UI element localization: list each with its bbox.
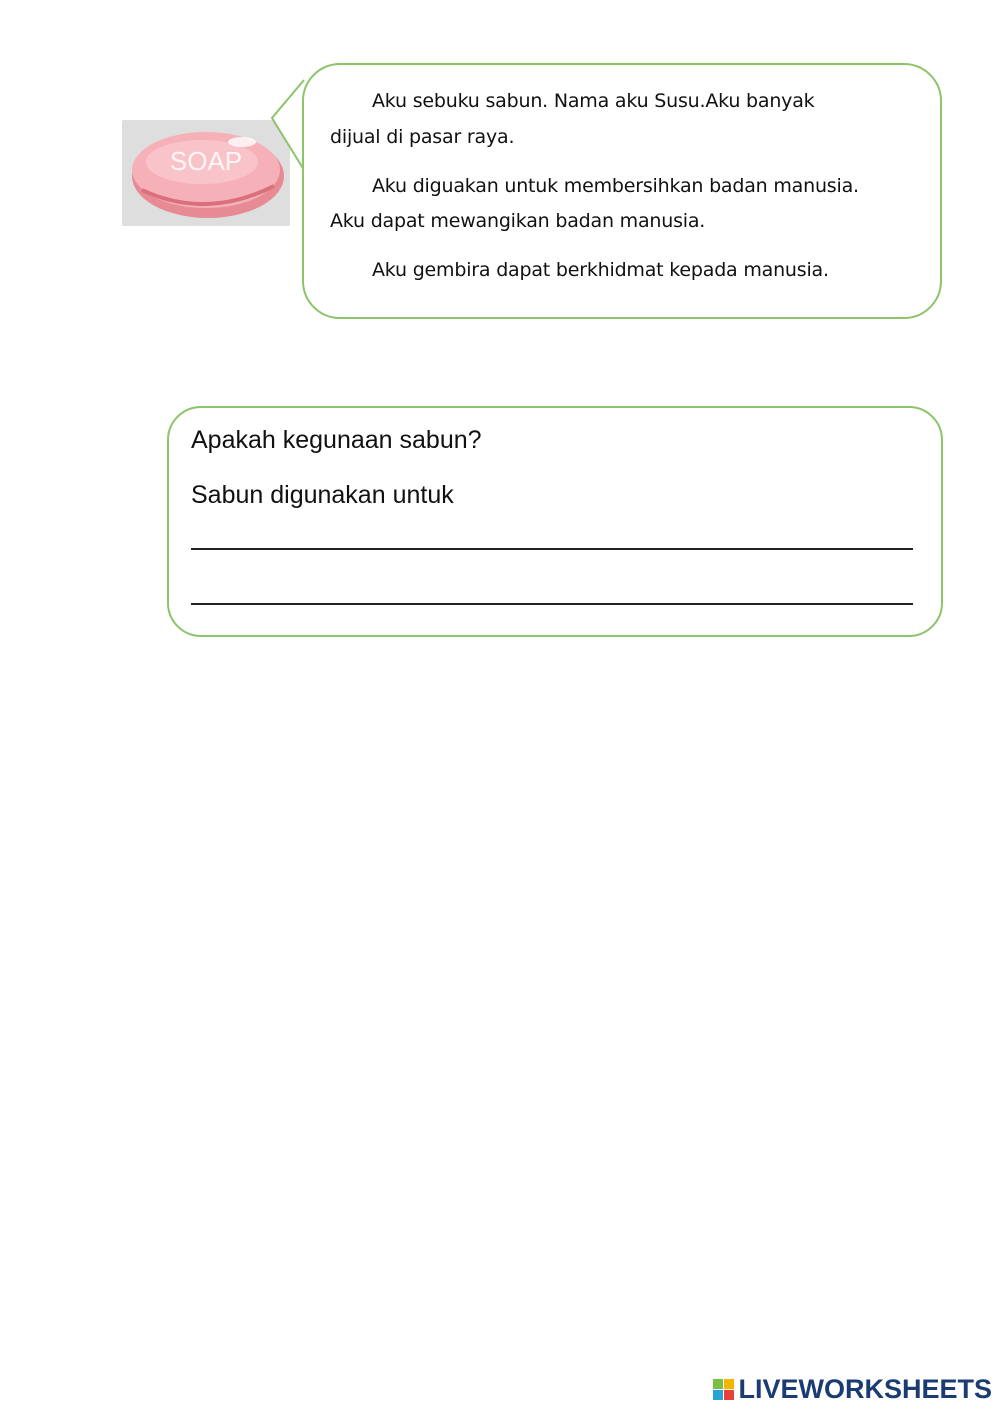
brand-name: LIVEWORKSHEETS (738, 1374, 992, 1404)
bubble-line-5: Aku gembira dapat berkhidmat kepada manusia. (372, 259, 829, 281)
answer-line-1[interactable] (191, 548, 913, 550)
bubble-line-1: Aku sebuku sabun. Nama aku Susu.Aku banyak (372, 90, 815, 112)
bubble-line-4: Aku dapat mewangikan badan manusia. (330, 210, 706, 232)
answer-starter: Sabun digunakan untuk (191, 481, 454, 509)
soap-image (122, 120, 290, 226)
answer-line-2[interactable] (191, 603, 913, 605)
liveworksheets-logo-icon (713, 1379, 734, 1400)
bubble-line-2: dijual di pasar raya. (330, 126, 515, 148)
speech-bubble (302, 63, 942, 319)
footer-logo (713, 1374, 992, 1405)
bubble-line-3: Aku diguakan untuk membersihkan badan manusia. (372, 175, 859, 197)
soap-label: SOAP (169, 146, 243, 176)
question-prompt: Apakah kegunaan sabun? (191, 426, 482, 454)
